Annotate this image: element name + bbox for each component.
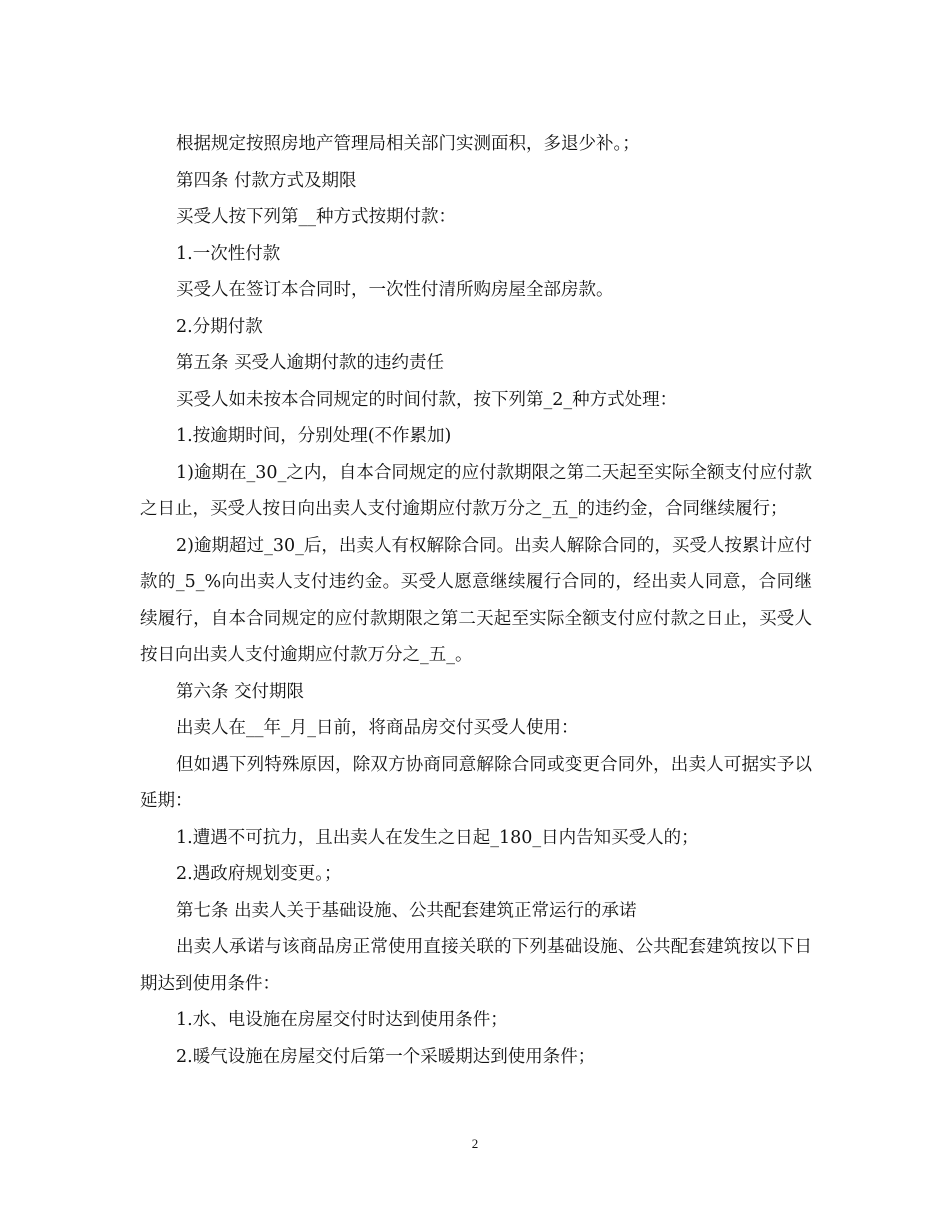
paragraph: 根据规定按照房地产管理局相关部门实测面积，多退少补。； <box>176 134 640 154</box>
list-item: 2.遇政府规划变更。； <box>176 864 342 884</box>
paragraph: 买受人如未按本合同规定的时间付款，按下列第_2_种方式处理： <box>176 389 678 410</box>
paragraph: 但如遇下列特殊原因，除双方协商同意解除合同或变更合同外，出卖人可据实予以延期： <box>140 754 812 811</box>
paragraph: 出卖人承诺与该商品房正常使用直接关联的下列基础设施、公共配套建筑按以下日期达到使用条件： <box>140 937 812 994</box>
paragraph: 买受人在签订本合同时，一次性付清所购房屋全部房款。 <box>176 280 614 300</box>
list-item: 1.按逾期时间，分别处理(不作累加) <box>176 426 452 446</box>
list-item: 2.分期付款 <box>176 316 263 337</box>
paragraph: 1)逾期在_30_之内，自本合同规定的应付款期限之第二天起至实际全额支付应付款之日止，买受人按日向出卖人支付逾期应付款万分之_五_的违约金，合同继续履行； <box>140 462 812 519</box>
section-heading: 第七条 出卖人关于基础设施、公共配套建筑正常运行的承诺 <box>176 900 637 921</box>
paragraph: 买受人按下列第__种方式按期付款： <box>176 207 456 227</box>
list-item: 1.水、电设施在房屋交付时达到使用条件； <box>176 1010 508 1030</box>
section-heading: 第六条 交付期限 <box>176 681 305 702</box>
section-heading: 第四条 付款方式及期限 <box>176 170 357 191</box>
section-heading: 第五条 买受人逾期付款的违约责任 <box>176 353 445 373</box>
list-item: 1.一次性付款 <box>176 243 281 264</box>
list-item: 2.暖气设施在房屋交付后第一个采暖期达到使用条件； <box>176 1046 596 1067</box>
paragraph: 2)逾期超过_30_后，出卖人有权解除合同。出卖人解除合同的，买受人按累计应付款的_5_%向出卖人支付违约金。买受人愿意继续履行合同的，经出卖人同意，合同继续履行，自本合同规定的应付款期限之第二天起至实际全额支付应付款之日止，买受人按日向出卖人支付逾期应付款万分之_五_。 <box>140 535 812 665</box>
list-item: 1.遭遇不可抗力，且出卖人在发生之日起_180_日内告知买受人的； <box>176 827 699 848</box>
paragraph: 出卖人在__年_月_日前，将商品房交付买受人使用： <box>176 718 579 738</box>
page-number: 2 <box>471 1136 479 1151</box>
document-body <box>140 126 812 1075</box>
